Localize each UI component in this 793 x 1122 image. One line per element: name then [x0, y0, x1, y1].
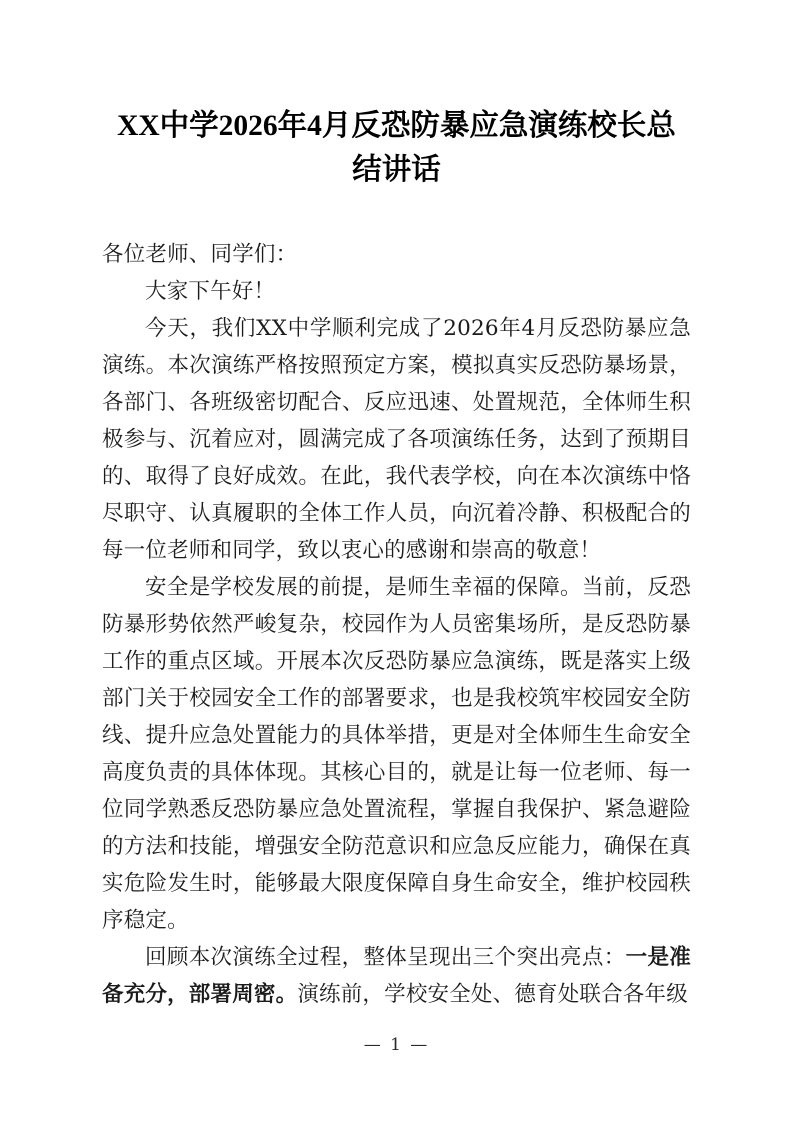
- paragraph-body-2: 安全是学校发展的前提，是师生幸福的保障。当前，反恐防暴形势依然严峻复杂，校园作为人员密集场所，是反恐防暴工作的重点区域。开展本次反恐防暴应急演练，既是落实上级部门关于校园安全工作的部署要求，也是我校筑牢校园安全防线、提升应急处置能力的具体举措，更是对全体师生生命安全高度负责的具体体现。其核心目的，就是让每一位老师、每一位同学熟悉反恐防暴应急处置流程，掌握自我保护、紧急避险的方法和技能，增强安全防范意识和应急反应能力，确保在真实危险发生时，能够最大限度保障自身生命安全，维护校园秩序稳定。: [102, 575, 691, 933]
- text-run: 演练前，学校安全处、德育处联合各年级: [297, 982, 688, 1007]
- paragraph-greeting: 大家下午好！: [145, 279, 276, 304]
- paragraph-body-3: [102, 939, 691, 1013]
- emphasis-run: 一是准备充分，部署周密。: [102, 945, 692, 1007]
- page-number-footer: — 1 —: [363, 1035, 430, 1055]
- paragraph-salutation: 各位老师、同学们：: [102, 242, 298, 267]
- text-run: 回顾本次演练全过程，整体呈现出三个突出亮点：: [145, 945, 626, 970]
- page-title: XX中学2026年4月反恐防暴应急演练校长总结讲话: [117, 110, 676, 186]
- document-content: [102, 104, 691, 1013]
- paragraph-body-1: 今天，我们XX中学顺利完成了2026年4月反恐防暴应急演练。本次演练严格按照预定方案，模拟真实反恐防暴场景，各部门、各班级密切配合、反应迅速、处置规范，全体师生积极参与、沉着应对，圆满完成了各项演练任务，达到了预期目的、取得了良好成效。在此，我代表学校，向在本次演练中恪尽职守、认真履职的全体工作人员，向沉着冷静、积极配合的每一位老师和同学，致以衷心的感谢和崇高的敬意！: [102, 316, 691, 563]
- document-body: [102, 236, 691, 1013]
